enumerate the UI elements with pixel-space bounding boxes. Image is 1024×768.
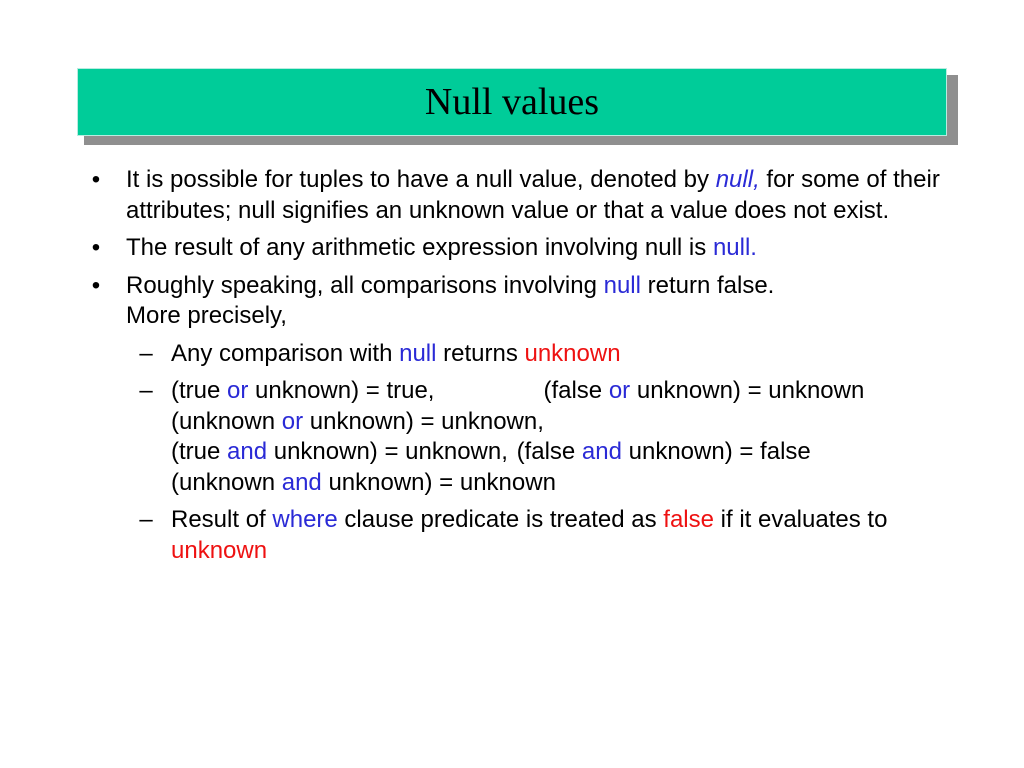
- keyword-and: and: [281, 468, 322, 496]
- keyword-false: false: [663, 506, 714, 533]
- truth-text: (false: [516, 438, 582, 465]
- truth-text: (false: [543, 377, 609, 404]
- bullet-text: The result of any arithmetic expression involving null is: [126, 234, 713, 261]
- bullet-arithmetic: [86, 233, 986, 264]
- slide-body: [86, 165, 986, 573]
- sub-bullet-text: clause predicate is treated as: [337, 506, 664, 533]
- bullet-marker: •: [91, 234, 101, 261]
- truth-text: unknown) = unknown,: [303, 407, 544, 435]
- sub-bullet-where-clause: [86, 505, 986, 566]
- keyword-or: or: [227, 377, 249, 404]
- keyword-null: null: [399, 339, 437, 367]
- slide-title: Null values: [424, 81, 600, 123]
- truth-text: unknown) = unknown: [321, 468, 556, 496]
- sub-bullet-text: returns: [436, 339, 525, 367]
- bullet-comparisons: [86, 271, 986, 332]
- bullet-marker: •: [91, 166, 101, 193]
- sub-bullet-marker: –: [139, 506, 153, 533]
- truth-text: (true: [171, 377, 228, 404]
- keyword-and: and: [581, 438, 622, 465]
- keyword-null-italic: null,: [715, 166, 760, 193]
- bullet-text: It is possible for tuples to have a null value, denoted by: [126, 166, 716, 193]
- truth-text: unknown) = true,: [248, 377, 435, 404]
- bullet-text: More precisely,: [126, 302, 287, 329]
- sub-bullet-comparison-unknown: [86, 339, 986, 370]
- sub-bullet-text: Result of: [171, 506, 273, 533]
- keyword-or: or: [608, 377, 631, 404]
- keyword-where: where: [272, 506, 338, 533]
- keyword-and: and: [227, 438, 268, 465]
- truth-text: (unknown: [171, 407, 282, 435]
- title-banner: [77, 68, 947, 136]
- truth-text: unknown) = unknown,: [267, 438, 508, 465]
- keyword-unknown: unknown: [171, 536, 268, 564]
- sub-bullet-text: if it evaluates to: [713, 506, 888, 533]
- sub-bullet-marker: –: [139, 377, 153, 404]
- sub-bullet-text: Any comparison with: [171, 339, 400, 367]
- keyword-or: or: [281, 407, 304, 435]
- keyword-null: null.: [712, 234, 757, 261]
- truth-text: (true: [171, 438, 228, 465]
- bullet-null-definition: [86, 165, 986, 226]
- bullet-text: Roughly speaking, all comparisons involving: [126, 271, 604, 299]
- sub-bullet-marker: –: [139, 339, 153, 367]
- truth-text: unknown) = unknown: [630, 377, 865, 404]
- truth-text: (unknown: [171, 468, 282, 496]
- sub-bullet-truth-table: [86, 376, 986, 498]
- truth-text: unknown) = false: [621, 438, 811, 465]
- bullet-text: for some of their attributes; null signifies an unknown value or that a value does not exist.: [126, 166, 940, 224]
- bullet-text: return false.: [640, 271, 775, 299]
- keyword-unknown: unknown: [524, 339, 621, 367]
- bullet-marker: •: [91, 271, 101, 299]
- keyword-null: null: [603, 271, 641, 299]
